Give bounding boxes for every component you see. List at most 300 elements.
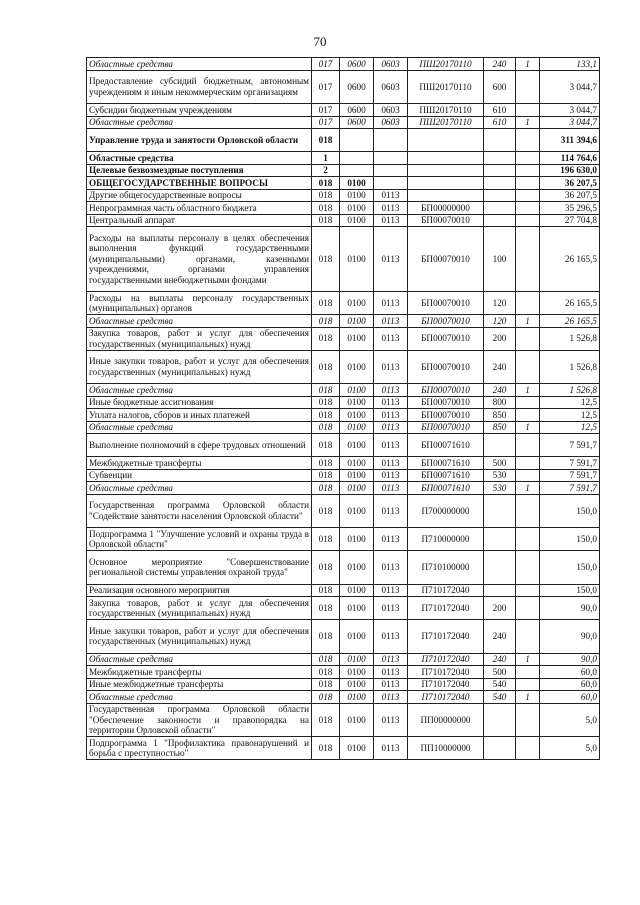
expense-type-code-cell: 540 (484, 691, 516, 704)
target-article-code-cell: ПШ20170110 (408, 58, 484, 71)
funding-source-code-cell (516, 666, 540, 679)
subsection-code-cell: 0113 (374, 396, 408, 409)
table-row (87, 494, 600, 528)
glav-code-cell: 018 (312, 584, 340, 597)
amount-cell: 150,0 (540, 584, 600, 597)
subsection-code-cell: 0113 (374, 189, 408, 202)
target-article-code-cell: БП00070010 (408, 350, 484, 384)
expense-type-code-cell: 600 (484, 70, 516, 104)
expense-type-code-cell (484, 164, 516, 177)
glav-code-cell: 018 (312, 551, 340, 585)
subsection-code-cell: 0113 (374, 202, 408, 215)
glav-code-cell: 018 (312, 384, 340, 397)
expense-type-code-cell: 530 (484, 469, 516, 482)
expense-type-code-cell: 610 (484, 104, 516, 117)
row-name-cell: Областные средства (87, 421, 312, 434)
table-row (87, 58, 600, 71)
table-row (87, 528, 600, 551)
funding-source-code-cell (516, 678, 540, 691)
amount-cell: 133,1 (540, 58, 600, 71)
section-code-cell: 0100 (340, 434, 374, 457)
glav-code-cell: 018 (312, 434, 340, 457)
target-article-code-cell: ПШ20170110 (408, 104, 484, 117)
subsection-code-cell: 0113 (374, 350, 408, 384)
glav-code-cell: 017 (312, 58, 340, 71)
row-name-cell: Подпрограмма 1 "Профилактика правонарушений и борьба с преступностью" (87, 737, 312, 760)
section-code-cell: 0600 (340, 58, 374, 71)
section-code-cell: 0600 (340, 70, 374, 104)
table-row (87, 691, 600, 704)
funding-source-code-cell (516, 528, 540, 551)
row-name-cell: Выполнение полномочий в сфере трудовых отношений (87, 434, 312, 457)
table-row (87, 457, 600, 470)
amount-cell: 3 044,7 (540, 70, 600, 104)
target-article-code-cell (408, 189, 484, 202)
expense-type-code-cell (484, 703, 516, 737)
section-code-cell: 0100 (340, 327, 374, 350)
expense-type-code-cell: 200 (484, 597, 516, 620)
funding-source-code-cell (516, 202, 540, 215)
row-name-cell: Государственная программа Орловской области "Обеспечение законности и правопорядка на территории Орловской области" (87, 703, 312, 737)
amount-cell: 150,0 (540, 528, 600, 551)
row-name-cell: Государственная программа Орловской области "Содействие занятости населения Орловской области" (87, 494, 312, 528)
section-code-cell (340, 129, 374, 152)
budget-table (86, 57, 600, 760)
glav-code-cell: 018 (312, 737, 340, 760)
glav-code-cell: 018 (312, 457, 340, 470)
row-name-cell: Реализация основного мероприятия (87, 584, 312, 597)
glav-code-cell: 018 (312, 469, 340, 482)
target-article-code-cell: П710172040 (408, 584, 484, 597)
target-article-code-cell: П710172040 (408, 666, 484, 679)
funding-source-code-cell (516, 434, 540, 457)
funding-source-code-cell (516, 214, 540, 227)
section-code-cell: 0100 (340, 528, 374, 551)
subsection-code-cell: 0113 (374, 737, 408, 760)
table-row (87, 678, 600, 691)
glav-code-cell: 018 (312, 214, 340, 227)
row-name-cell: Областные средства (87, 691, 312, 704)
funding-source-code-cell (516, 620, 540, 654)
section-code-cell: 0100 (340, 737, 374, 760)
expense-type-code-cell: 240 (484, 620, 516, 654)
table-row (87, 214, 600, 227)
glav-code-cell: 018 (312, 350, 340, 384)
target-article-code-cell: БП00070010 (408, 421, 484, 434)
subsection-code-cell: 0113 (374, 434, 408, 457)
subsection-code-cell: 0113 (374, 315, 408, 328)
glav-code-cell: 018 (312, 292, 340, 315)
subsection-code-cell: 0113 (374, 666, 408, 679)
target-article-code-cell: БП00071610 (408, 482, 484, 495)
table-row (87, 70, 600, 104)
section-code-cell: 0600 (340, 104, 374, 117)
expense-type-code-cell: 530 (484, 482, 516, 495)
glav-code-cell: 018 (312, 666, 340, 679)
expense-type-code-cell: 240 (484, 653, 516, 666)
amount-cell: 196 630,0 (540, 164, 600, 177)
table-row (87, 177, 600, 190)
table-row (87, 384, 600, 397)
subsection-code-cell: 0113 (374, 482, 408, 495)
row-name-cell: Предоставление субсидий бюджетным, автономным учреждениям и иным некоммерческим организациям (87, 70, 312, 104)
glav-code-cell: 018 (312, 482, 340, 495)
expense-type-code-cell: 800 (484, 396, 516, 409)
row-name-cell: Субсидии бюджетным учреждениям (87, 104, 312, 117)
expense-type-code-cell: 100 (484, 227, 516, 292)
glav-code-cell: 018 (312, 678, 340, 691)
glav-code-cell: 2 (312, 164, 340, 177)
target-article-code-cell: П710000000 (408, 528, 484, 551)
subsection-code-cell: 0113 (374, 584, 408, 597)
row-name-cell: Областные средства (87, 116, 312, 129)
table-row (87, 551, 600, 585)
target-article-code-cell (408, 152, 484, 165)
amount-cell: 7 591,7 (540, 482, 600, 495)
subsection-code-cell: 0113 (374, 469, 408, 482)
subsection-code-cell: 0113 (374, 421, 408, 434)
glav-code-cell: 018 (312, 315, 340, 328)
table-row (87, 104, 600, 117)
subsection-code-cell: 0113 (374, 214, 408, 227)
section-code-cell: 0100 (340, 703, 374, 737)
row-name-cell: Закупка товаров, работ и услуг для обеспечения государственных (муниципальных) нужд (87, 597, 312, 620)
section-code-cell: 0100 (340, 653, 374, 666)
amount-cell: 1 526,8 (540, 350, 600, 384)
funding-source-code-cell: 1 (516, 58, 540, 71)
table-row (87, 202, 600, 215)
subsection-code-cell: 0603 (374, 104, 408, 117)
table-row (87, 653, 600, 666)
target-article-code-cell: ПП00000000 (408, 703, 484, 737)
amount-cell: 150,0 (540, 494, 600, 528)
subsection-code-cell: 0113 (374, 227, 408, 292)
table-row (87, 482, 600, 495)
funding-source-code-cell: 1 (516, 384, 540, 397)
subsection-code-cell: 0113 (374, 494, 408, 528)
expense-type-code-cell (484, 737, 516, 760)
table-row (87, 327, 600, 350)
funding-source-code-cell: 1 (516, 482, 540, 495)
expense-type-code-cell (484, 202, 516, 215)
table-row (87, 227, 600, 292)
row-name-cell: Иные закупки товаров, работ и услуг для обеспечения государственных (муниципальных) нужд (87, 620, 312, 654)
section-code-cell: 0100 (340, 620, 374, 654)
expense-type-code-cell: 120 (484, 292, 516, 315)
glav-code-cell: 017 (312, 116, 340, 129)
amount-cell: 7 591,7 (540, 434, 600, 457)
expense-type-code-cell: 500 (484, 457, 516, 470)
glav-code-cell: 018 (312, 597, 340, 620)
amount-cell: 1 526,8 (540, 327, 600, 350)
glav-code-cell: 017 (312, 104, 340, 117)
funding-source-code-cell (516, 469, 540, 482)
funding-source-code-cell: 1 (516, 691, 540, 704)
section-code-cell (340, 164, 374, 177)
section-code-cell: 0100 (340, 584, 374, 597)
row-name-cell: Областные средства (87, 58, 312, 71)
section-code-cell: 0100 (340, 457, 374, 470)
expense-type-code-cell (484, 551, 516, 585)
expense-type-code-cell: 850 (484, 421, 516, 434)
row-name-cell: ОБЩЕГОСУДАРСТВЕННЫЕ ВОПРОСЫ (87, 177, 312, 190)
target-article-code-cell: БП00070010 (408, 327, 484, 350)
expense-type-code-cell: 240 (484, 350, 516, 384)
funding-source-code-cell (516, 737, 540, 760)
expense-type-code-cell (484, 528, 516, 551)
expense-type-code-cell: 240 (484, 58, 516, 71)
glav-code-cell: 1 (312, 152, 340, 165)
row-name-cell: Межбюджетные трансферты (87, 666, 312, 679)
subsection-code-cell: 0113 (374, 292, 408, 315)
expense-type-code-cell: 500 (484, 666, 516, 679)
section-code-cell: 0100 (340, 292, 374, 315)
table-row (87, 350, 600, 384)
section-code-cell: 0100 (340, 315, 374, 328)
target-article-code-cell: П710172040 (408, 597, 484, 620)
section-code-cell: 0100 (340, 202, 374, 215)
section-code-cell: 0100 (340, 482, 374, 495)
glav-code-cell: 017 (312, 70, 340, 104)
amount-cell: 26 165,5 (540, 292, 600, 315)
table-row (87, 434, 600, 457)
expense-type-code-cell: 850 (484, 409, 516, 422)
target-article-code-cell: ПП10000000 (408, 737, 484, 760)
subsection-code-cell: 0603 (374, 58, 408, 71)
target-article-code-cell: БП00071610 (408, 469, 484, 482)
table-row (87, 129, 600, 152)
amount-cell: 12,5 (540, 396, 600, 409)
row-name-cell: Областные средства (87, 653, 312, 666)
glav-code-cell: 018 (312, 189, 340, 202)
section-code-cell: 0100 (340, 227, 374, 292)
amount-cell: 90,0 (540, 620, 600, 654)
amount-cell: 150,0 (540, 551, 600, 585)
amount-cell: 60,0 (540, 666, 600, 679)
section-code-cell: 0100 (340, 597, 374, 620)
table-row (87, 469, 600, 482)
target-article-code-cell: ПШ20170110 (408, 116, 484, 129)
section-code-cell: 0100 (340, 189, 374, 202)
glav-code-cell: 018 (312, 653, 340, 666)
section-code-cell: 0100 (340, 666, 374, 679)
target-article-code-cell: БП00000000 (408, 202, 484, 215)
funding-source-code-cell (516, 152, 540, 165)
funding-source-code-cell (516, 350, 540, 384)
table-body (87, 58, 600, 760)
subsection-code-cell: 0113 (374, 457, 408, 470)
amount-cell: 12,5 (540, 409, 600, 422)
funding-source-code-cell (516, 104, 540, 117)
target-article-code-cell (408, 164, 484, 177)
subsection-code-cell: 0113 (374, 653, 408, 666)
table-row (87, 737, 600, 760)
target-article-code-cell: БП00071610 (408, 457, 484, 470)
target-article-code-cell: П710172040 (408, 653, 484, 666)
amount-cell: 7 591,7 (540, 469, 600, 482)
target-article-code-cell: БП00070010 (408, 396, 484, 409)
expense-type-code-cell (484, 214, 516, 227)
funding-source-code-cell: 1 (516, 653, 540, 666)
subsection-code-cell (374, 129, 408, 152)
glav-code-cell: 018 (312, 227, 340, 292)
subsection-code-cell: 0113 (374, 384, 408, 397)
target-article-code-cell: ПШ20170110 (408, 70, 484, 104)
row-name-cell: Областные средства (87, 315, 312, 328)
expense-type-code-cell (484, 129, 516, 152)
target-article-code-cell: БП00070010 (408, 227, 484, 292)
row-name-cell: Другие общегосударственные вопросы (87, 189, 312, 202)
amount-cell: 90,0 (540, 597, 600, 620)
glav-code-cell: 018 (312, 421, 340, 434)
expense-type-code-cell: 200 (484, 327, 516, 350)
amount-cell: 12,5 (540, 421, 600, 434)
row-name-cell: Закупка товаров, работ и услуг для обеспечения государственных (муниципальных) нужд (87, 327, 312, 350)
subsection-code-cell: 0113 (374, 678, 408, 691)
section-code-cell: 0100 (340, 678, 374, 691)
section-code-cell: 0100 (340, 691, 374, 704)
glav-code-cell: 018 (312, 129, 340, 152)
amount-cell: 3 044,7 (540, 116, 600, 129)
target-article-code-cell: БП00070010 (408, 409, 484, 422)
row-name-cell: Целевые безвозмездные поступления (87, 164, 312, 177)
amount-cell: 36 207,5 (540, 189, 600, 202)
amount-cell: 114 764,6 (540, 152, 600, 165)
section-code-cell: 0100 (340, 421, 374, 434)
glav-code-cell: 018 (312, 202, 340, 215)
row-name-cell: Иные межбюджетные трансферты (87, 678, 312, 691)
section-code-cell: 0100 (340, 409, 374, 422)
row-name-cell: Иные бюджетные ассигнования (87, 396, 312, 409)
table-row (87, 597, 600, 620)
funding-source-code-cell (516, 292, 540, 315)
target-article-code-cell: П710100000 (408, 551, 484, 585)
row-name-cell: Подпрограмма 1 "Улучшение условий и охраны труда в Орловской области" (87, 528, 312, 551)
funding-source-code-cell (516, 177, 540, 190)
funding-source-code-cell (516, 551, 540, 585)
amount-cell: 1 526,8 (540, 384, 600, 397)
section-code-cell: 0100 (340, 350, 374, 384)
row-name-cell: Межбюджетные трансферты (87, 457, 312, 470)
amount-cell: 90,0 (540, 653, 600, 666)
subsection-code-cell: 0113 (374, 551, 408, 585)
section-code-cell: 0100 (340, 551, 374, 585)
table-row (87, 164, 600, 177)
expense-type-code-cell: 120 (484, 315, 516, 328)
subsection-code-cell: 0113 (374, 703, 408, 737)
row-name-cell: Центральный аппарат (87, 214, 312, 227)
amount-cell: 3 044,7 (540, 104, 600, 117)
funding-source-code-cell (516, 597, 540, 620)
amount-cell: 5,0 (540, 737, 600, 760)
target-article-code-cell: П710172040 (408, 620, 484, 654)
section-code-cell: 0100 (340, 177, 374, 190)
amount-cell: 311 394,6 (540, 129, 600, 152)
expense-type-code-cell (484, 584, 516, 597)
row-name-cell: Иные закупки товаров, работ и услуг для обеспечения государственных (муниципальных) нужд (87, 350, 312, 384)
amount-cell: 60,0 (540, 691, 600, 704)
funding-source-code-cell (516, 584, 540, 597)
table-row (87, 666, 600, 679)
amount-cell: 26 165,5 (540, 227, 600, 292)
target-article-code-cell: БП00070010 (408, 315, 484, 328)
section-code-cell (340, 152, 374, 165)
amount-cell: 7 591,7 (540, 457, 600, 470)
section-code-cell: 0100 (340, 494, 374, 528)
table-row (87, 315, 600, 328)
expense-type-code-cell: 240 (484, 384, 516, 397)
table-row (87, 292, 600, 315)
expense-type-code-cell (484, 494, 516, 528)
glav-code-cell: 018 (312, 703, 340, 737)
subsection-code-cell (374, 177, 408, 190)
table-row (87, 396, 600, 409)
subsection-code-cell: 0113 (374, 528, 408, 551)
subsection-code-cell: 0113 (374, 409, 408, 422)
target-article-code-cell: БП00070010 (408, 214, 484, 227)
target-article-code-cell: П710172040 (408, 691, 484, 704)
expense-type-code-cell (484, 189, 516, 202)
table-row (87, 421, 600, 434)
target-article-code-cell: П710172040 (408, 678, 484, 691)
subsection-code-cell: 0113 (374, 691, 408, 704)
section-code-cell: 0100 (340, 384, 374, 397)
subsection-code-cell: 0113 (374, 620, 408, 654)
row-name-cell: Непрограммная часть областного бюджета (87, 202, 312, 215)
row-name-cell: Расходы на выплаты персоналу государственных (муниципальных) органов (87, 292, 312, 315)
expense-type-code-cell (484, 152, 516, 165)
table-row (87, 189, 600, 202)
table-row (87, 703, 600, 737)
row-name-cell: Областные средства (87, 482, 312, 495)
funding-source-code-cell (516, 409, 540, 422)
glav-code-cell: 018 (312, 177, 340, 190)
funding-source-code-cell (516, 703, 540, 737)
table-row (87, 584, 600, 597)
row-name-cell: Субвенции (87, 469, 312, 482)
funding-source-code-cell: 1 (516, 315, 540, 328)
row-name-cell: Уплата налогов, сборов и иных платежей (87, 409, 312, 422)
section-code-cell: 0100 (340, 396, 374, 409)
funding-source-code-cell (516, 189, 540, 202)
page-number: 70 (313, 34, 327, 49)
subsection-code-cell: 0113 (374, 597, 408, 620)
amount-cell: 36 207,5 (540, 177, 600, 190)
funding-source-code-cell (516, 327, 540, 350)
expense-type-code-cell: 540 (484, 678, 516, 691)
funding-source-code-cell (516, 129, 540, 152)
glav-code-cell: 018 (312, 620, 340, 654)
target-article-code-cell (408, 177, 484, 190)
glav-code-cell: 018 (312, 528, 340, 551)
amount-cell: 27 704,8 (540, 214, 600, 227)
funding-source-code-cell (516, 164, 540, 177)
glav-code-cell: 018 (312, 409, 340, 422)
target-article-code-cell: П700000000 (408, 494, 484, 528)
section-code-cell: 0100 (340, 214, 374, 227)
row-name-cell: Расходы на выплаты персоналу в целях обеспечения выполнения функций государственными (муниципальными) органами, казенными учреждениями, органами управления государственными внебюджетными фондами (87, 227, 312, 292)
table-row (87, 409, 600, 422)
glav-code-cell: 018 (312, 691, 340, 704)
funding-source-code-cell: 1 (516, 421, 540, 434)
target-article-code-cell: БП00071610 (408, 434, 484, 457)
funding-source-code-cell: 1 (516, 116, 540, 129)
expense-type-code-cell (484, 434, 516, 457)
subsection-code-cell: 0113 (374, 327, 408, 350)
amount-cell: 26 165,5 (540, 315, 600, 328)
target-article-code-cell: БП00070010 (408, 384, 484, 397)
funding-source-code-cell (516, 70, 540, 104)
